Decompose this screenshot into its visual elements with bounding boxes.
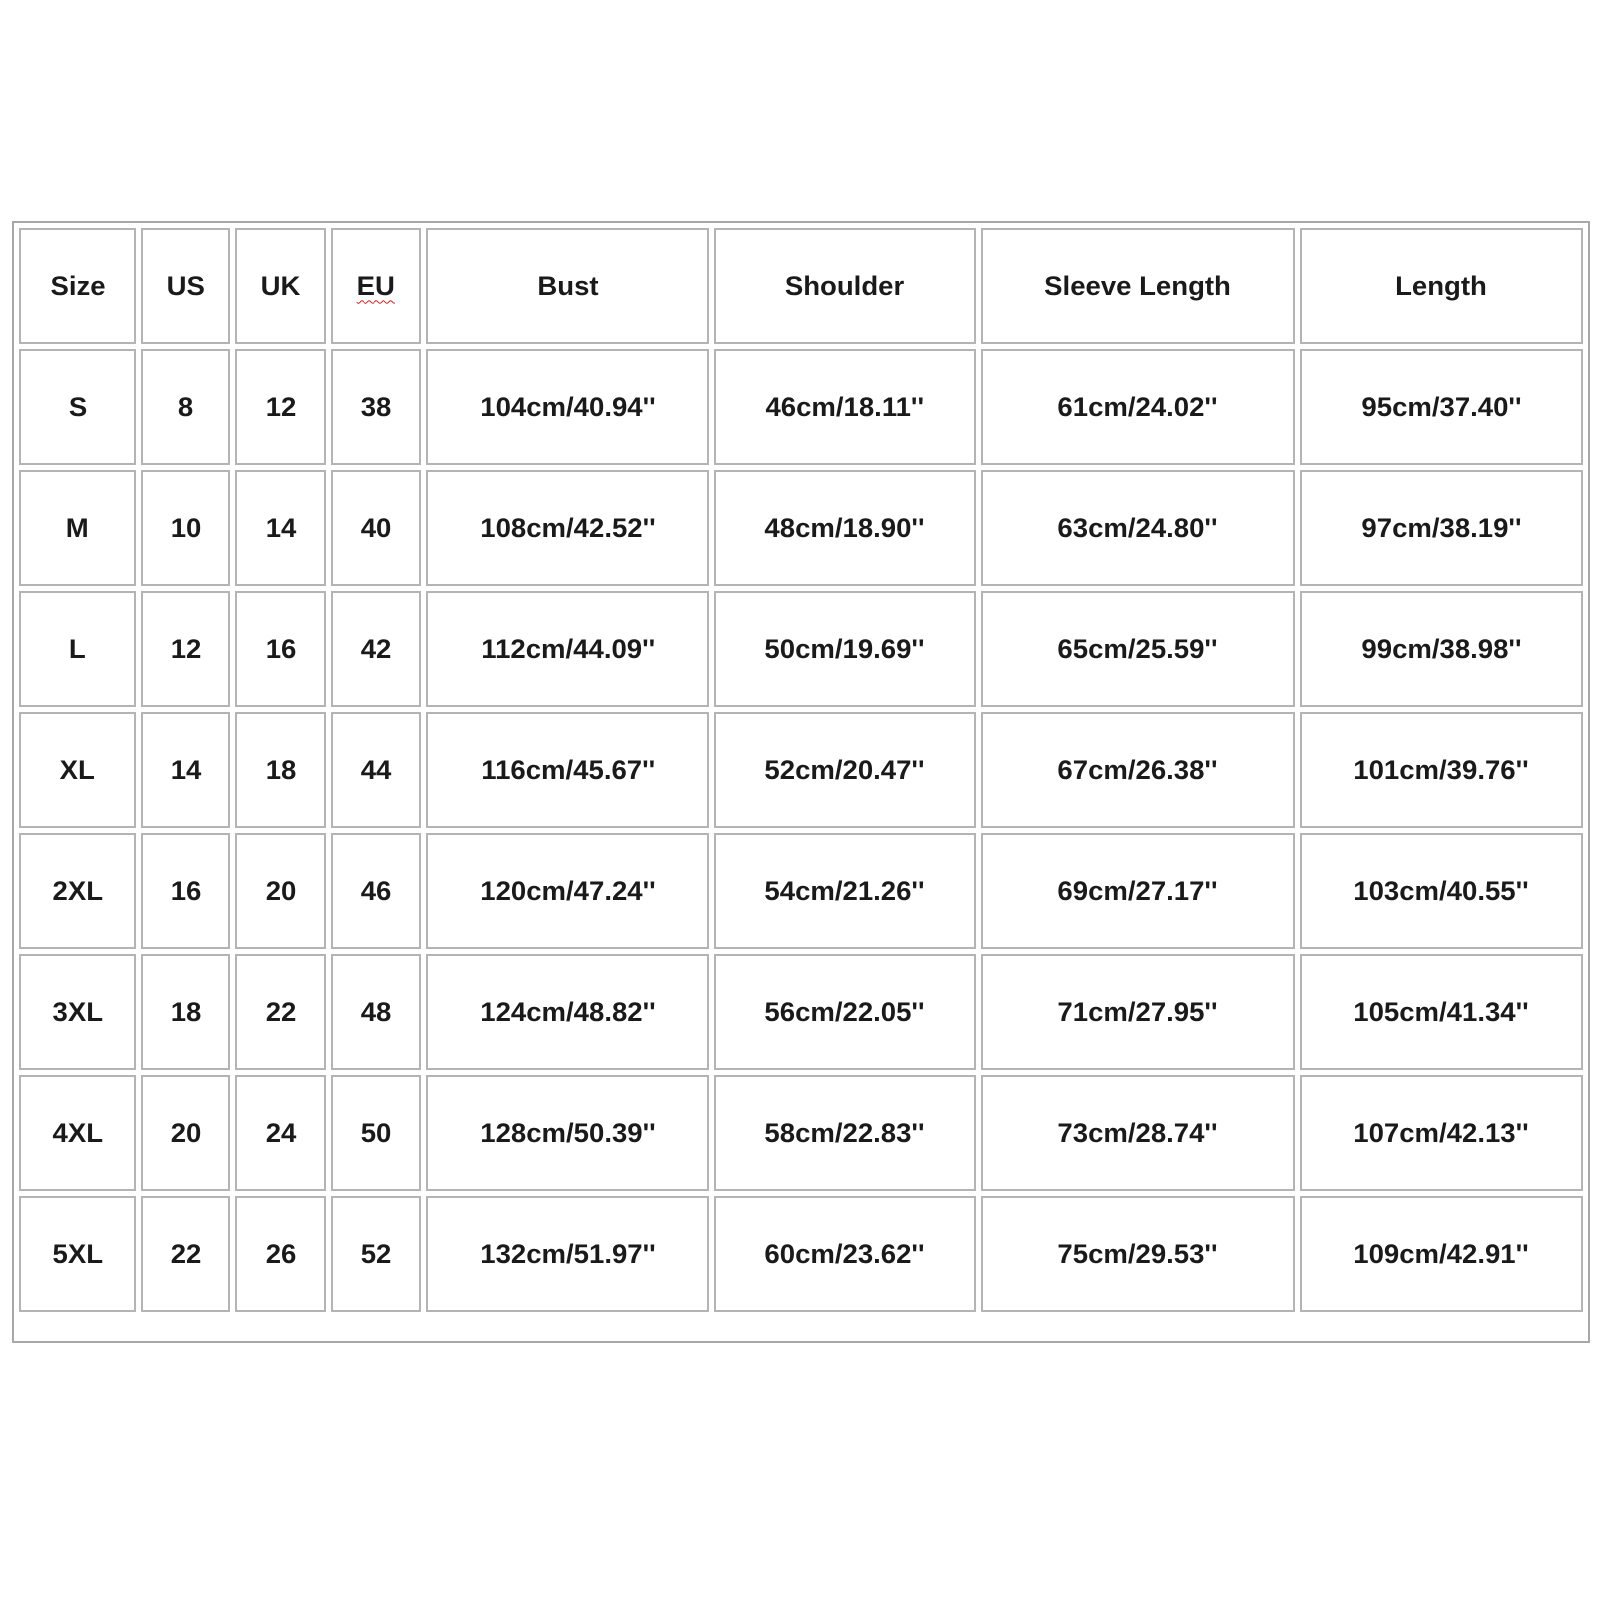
cell-sleeve-length: 75cm/29.53'' (981, 1196, 1295, 1312)
cell-shoulder: 48cm/18.90'' (714, 470, 975, 586)
cell-sleeve-length: 73cm/28.74'' (981, 1075, 1295, 1191)
header-eu: EU (331, 228, 421, 344)
cell-length: 109cm/42.91'' (1300, 1196, 1583, 1312)
cell-eu: 42 (331, 591, 421, 707)
cell-bust: 124cm/48.82'' (426, 954, 709, 1070)
cell-uk: 18 (235, 712, 326, 828)
size-table (14, 223, 1588, 1317)
cell-size: 4XL (19, 1075, 136, 1191)
cell-sleeve-length: 63cm/24.80'' (981, 470, 1295, 586)
cell-size: L (19, 591, 136, 707)
cell-us: 10 (141, 470, 230, 586)
cell-uk: 24 (235, 1075, 326, 1191)
cell-uk: 22 (235, 954, 326, 1070)
header-uk: UK (235, 228, 326, 344)
table-row (19, 954, 1583, 1070)
cell-length: 99cm/38.98'' (1300, 591, 1583, 707)
header-size: Size (19, 228, 136, 344)
header-us: US (141, 228, 230, 344)
cell-us: 12 (141, 591, 230, 707)
cell-bust: 104cm/40.94'' (426, 349, 709, 465)
cell-shoulder: 50cm/19.69'' (714, 591, 975, 707)
size-chart (12, 221, 1590, 1343)
cell-size: XL (19, 712, 136, 828)
cell-shoulder: 54cm/21.26'' (714, 833, 975, 949)
cell-eu: 48 (331, 954, 421, 1070)
table-body (19, 349, 1583, 1312)
cell-length: 105cm/41.34'' (1300, 954, 1583, 1070)
cell-bust: 116cm/45.67'' (426, 712, 709, 828)
cell-us: 8 (141, 349, 230, 465)
table-row (19, 833, 1583, 949)
cell-size: 5XL (19, 1196, 136, 1312)
cell-size: 3XL (19, 954, 136, 1070)
cell-sleeve-length: 71cm/27.95'' (981, 954, 1295, 1070)
cell-length: 95cm/37.40'' (1300, 349, 1583, 465)
table-row (19, 470, 1583, 586)
header-shoulder: Shoulder (714, 228, 975, 344)
cell-eu: 44 (331, 712, 421, 828)
cell-sleeve-length: 65cm/25.59'' (981, 591, 1295, 707)
cell-shoulder: 52cm/20.47'' (714, 712, 975, 828)
cell-length: 97cm/38.19'' (1300, 470, 1583, 586)
cell-uk: 26 (235, 1196, 326, 1312)
cell-size: 2XL (19, 833, 136, 949)
header-bust: Bust (426, 228, 709, 344)
cell-uk: 20 (235, 833, 326, 949)
cell-sleeve-length: 69cm/27.17'' (981, 833, 1295, 949)
cell-bust: 120cm/47.24'' (426, 833, 709, 949)
cell-shoulder: 58cm/22.83'' (714, 1075, 975, 1191)
cell-uk: 16 (235, 591, 326, 707)
cell-eu: 38 (331, 349, 421, 465)
table-row (19, 349, 1583, 465)
cell-shoulder: 56cm/22.05'' (714, 954, 975, 1070)
cell-eu: 40 (331, 470, 421, 586)
cell-bust: 108cm/42.52'' (426, 470, 709, 586)
cell-size: S (19, 349, 136, 465)
cell-us: 16 (141, 833, 230, 949)
header-sleeve-length: Sleeve Length (981, 228, 1295, 344)
header-length: Length (1300, 228, 1583, 344)
cell-us: 14 (141, 712, 230, 828)
cell-shoulder: 60cm/23.62'' (714, 1196, 975, 1312)
cell-bust: 132cm/51.97'' (426, 1196, 709, 1312)
table-row (19, 1075, 1583, 1191)
cell-shoulder: 46cm/18.11'' (714, 349, 975, 465)
cell-us: 22 (141, 1196, 230, 1312)
cell-uk: 14 (235, 470, 326, 586)
cell-eu: 46 (331, 833, 421, 949)
cell-length: 107cm/42.13'' (1300, 1075, 1583, 1191)
cell-sleeve-length: 67cm/26.38'' (981, 712, 1295, 828)
cell-bust: 128cm/50.39'' (426, 1075, 709, 1191)
cell-eu: 50 (331, 1075, 421, 1191)
cell-bust: 112cm/44.09'' (426, 591, 709, 707)
table-row (19, 712, 1583, 828)
table-row (19, 591, 1583, 707)
cell-length: 103cm/40.55'' (1300, 833, 1583, 949)
cell-length: 101cm/39.76'' (1300, 712, 1583, 828)
table-row (19, 1196, 1583, 1312)
cell-us: 20 (141, 1075, 230, 1191)
cell-uk: 12 (235, 349, 326, 465)
cell-us: 18 (141, 954, 230, 1070)
cell-sleeve-length: 61cm/24.02'' (981, 349, 1295, 465)
cell-eu: 52 (331, 1196, 421, 1312)
cell-size: M (19, 470, 136, 586)
header-row (19, 228, 1583, 344)
